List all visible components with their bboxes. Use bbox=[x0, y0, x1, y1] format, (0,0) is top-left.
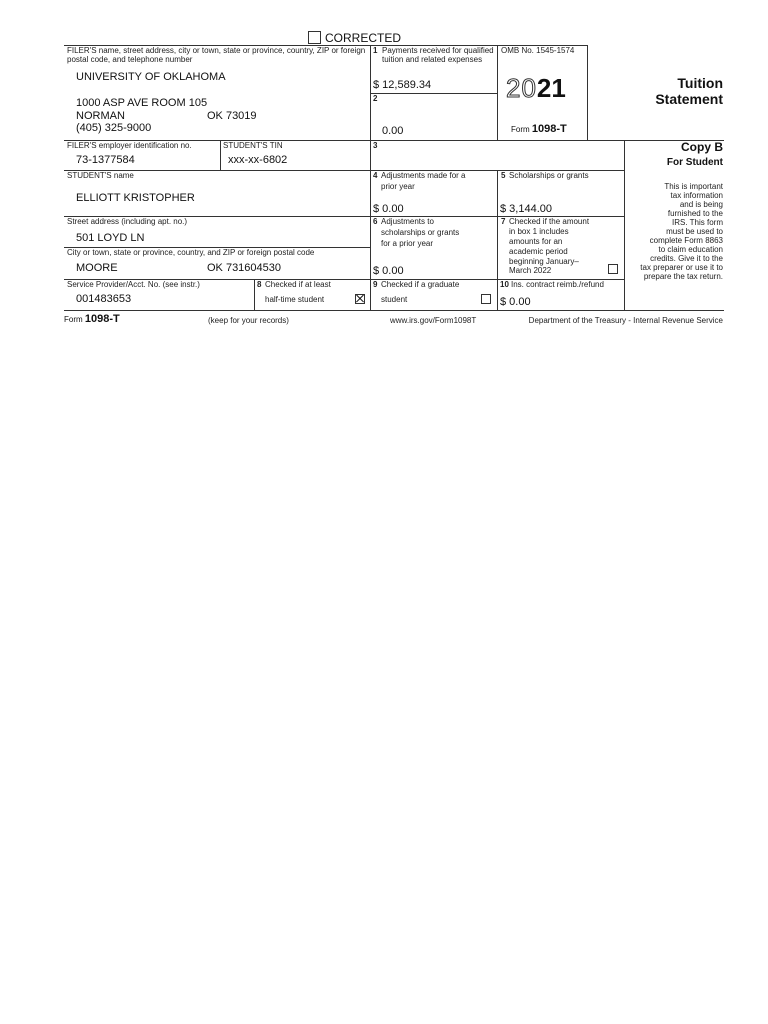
box2-number: 2 bbox=[373, 94, 378, 103]
ein-value: 73-1377584 bbox=[76, 154, 135, 166]
for-student: For Student bbox=[666, 157, 723, 168]
city-label: City or town, state or province, country, and ZIP or foreign postal code bbox=[67, 248, 315, 257]
footer-dept: Department of the Treasury - Internal Revenue Service bbox=[528, 316, 723, 325]
footer-form-small: Form bbox=[64, 315, 83, 324]
tax-year bbox=[506, 74, 566, 102]
filer-city: NORMAN bbox=[76, 110, 125, 122]
rule bbox=[587, 45, 588, 140]
box6-value: $ 0.00 bbox=[373, 265, 404, 277]
title-statement: Statement bbox=[655, 91, 723, 107]
rule bbox=[220, 140, 221, 170]
form-name: 1098-T bbox=[531, 123, 567, 135]
city-value: MOORE bbox=[76, 262, 118, 274]
box9-label-2: student bbox=[381, 295, 408, 304]
box9-label-1: Checked if a graduate bbox=[381, 280, 460, 289]
box4-value: $ 0.00 bbox=[373, 203, 404, 215]
rule bbox=[254, 279, 255, 310]
box7-label-1: Checked if the amount bbox=[509, 217, 590, 226]
box4-label-2: prior year bbox=[381, 182, 415, 191]
box7-label-2: in box 1 includes bbox=[509, 227, 569, 236]
notice-line: credits. Give it to the bbox=[650, 254, 723, 263]
tin-value: xxx-xx-6802 bbox=[228, 154, 288, 166]
footer-form-id bbox=[64, 313, 120, 325]
rule bbox=[370, 93, 497, 94]
rule bbox=[370, 45, 371, 310]
notice-line: to claim education bbox=[658, 245, 723, 254]
form-small-label: Form bbox=[511, 125, 530, 134]
tax-year-suffix: 21 bbox=[536, 73, 566, 103]
box4-number: 4 bbox=[373, 171, 378, 180]
box6-label-1: Adjustments to bbox=[381, 217, 434, 226]
box7-label-4: academic period bbox=[509, 247, 568, 256]
notice-line: This is important bbox=[664, 182, 723, 191]
box7-number: 7 bbox=[501, 217, 506, 226]
box8-checkbox[interactable] bbox=[355, 294, 365, 304]
street-value: 501 LOYD LN bbox=[76, 232, 145, 244]
rule bbox=[497, 45, 498, 140]
box6-number: 6 bbox=[373, 217, 378, 226]
box7-label-5: beginning January– bbox=[509, 257, 579, 266]
box6-label-2: scholarships or grants bbox=[381, 228, 460, 237]
box5-number: 5 bbox=[501, 171, 506, 180]
notice-text bbox=[613, 182, 723, 281]
box5-value: $ 3,144.00 bbox=[500, 203, 552, 215]
filer-name: UNIVERSITY OF OKLAHOMA bbox=[76, 71, 226, 83]
notice-line: complete Form 8863 bbox=[649, 236, 723, 245]
box5-label: Scholarships or grants bbox=[509, 171, 589, 180]
omb-number: OMB No. 1545-1574 bbox=[501, 46, 575, 55]
box10-label: Ins. contract reimb./refund bbox=[511, 280, 604, 289]
notice-line: and is being bbox=[679, 200, 723, 209]
footer-form-name: 1098-T bbox=[84, 313, 120, 325]
tin-label: STUDENT'S TIN bbox=[223, 141, 283, 150]
filer-phone: (405) 325-9000 bbox=[76, 122, 152, 134]
box7-label-6: March 2022 bbox=[509, 266, 552, 275]
filer-state-zip: OK 73019 bbox=[207, 110, 257, 122]
footer-url: www.irs.gov/Form1098T bbox=[390, 316, 477, 325]
copy-b: Copy B bbox=[681, 140, 723, 154]
city-state-zip: OK 731604530 bbox=[207, 262, 282, 274]
box1-number: 1 bbox=[373, 46, 378, 55]
box9-number: 9 bbox=[373, 280, 378, 289]
notice-line: furnished to the bbox=[667, 209, 723, 218]
box8-label-1: Checked if at least bbox=[265, 280, 331, 289]
student-name-label: STUDENT'S name bbox=[67, 171, 134, 180]
box1-value: $ 12,589.34 bbox=[373, 79, 432, 91]
notice-line: tax information bbox=[670, 191, 723, 200]
box10-number: 10 bbox=[500, 280, 509, 289]
box10-value: $ 0.00 bbox=[500, 296, 531, 308]
corrected-label: CORRECTED bbox=[325, 31, 402, 45]
title-tuition: Tuition bbox=[677, 75, 723, 91]
acct-value: 001483653 bbox=[76, 293, 132, 305]
notice-line: IRS. This form bbox=[672, 218, 723, 227]
rule bbox=[497, 170, 498, 310]
ein-label: FILER'S employer identification no. bbox=[67, 141, 192, 150]
box7-checkbox[interactable] bbox=[608, 264, 618, 274]
tax-year-prefix: 20 bbox=[506, 73, 537, 103]
box8-number: 8 bbox=[257, 280, 262, 289]
acct-label: Service Provider/Acct. No. (see instr.) bbox=[67, 280, 200, 289]
notice-line: prepare the tax return. bbox=[643, 272, 723, 281]
corrected-checkbox[interactable] bbox=[308, 31, 321, 44]
box2-value: 0.00 bbox=[382, 125, 404, 137]
student-name-value: ELLIOTT KRISTOPHER bbox=[76, 192, 195, 204]
rule bbox=[64, 310, 724, 311]
notice-line: tax preparer or use it to bbox=[640, 263, 723, 272]
form-id bbox=[511, 123, 567, 135]
box8-label-2: half-time student bbox=[265, 295, 325, 304]
box4-label-1: Adjustments made for a bbox=[381, 171, 466, 180]
street-label: Street address (including apt. no.) bbox=[67, 217, 188, 226]
footer-keep: (keep for your records) bbox=[208, 316, 289, 325]
notice-line: must be used to bbox=[666, 227, 723, 236]
box1-label: Payments received for qualified tuition and related expenses bbox=[382, 46, 494, 64]
filer-address: 1000 ASP AVE ROOM 105 bbox=[76, 97, 208, 109]
filer-label: FILER'S name, street address, city or town, state or province, country, ZIP or foreign postal code, and telephone number bbox=[67, 46, 366, 64]
box3-number: 3 bbox=[373, 141, 378, 150]
box6-label-3: for a prior year bbox=[381, 239, 434, 248]
box7-label-3: amounts for an bbox=[509, 237, 563, 246]
box9-checkbox[interactable] bbox=[481, 294, 491, 304]
